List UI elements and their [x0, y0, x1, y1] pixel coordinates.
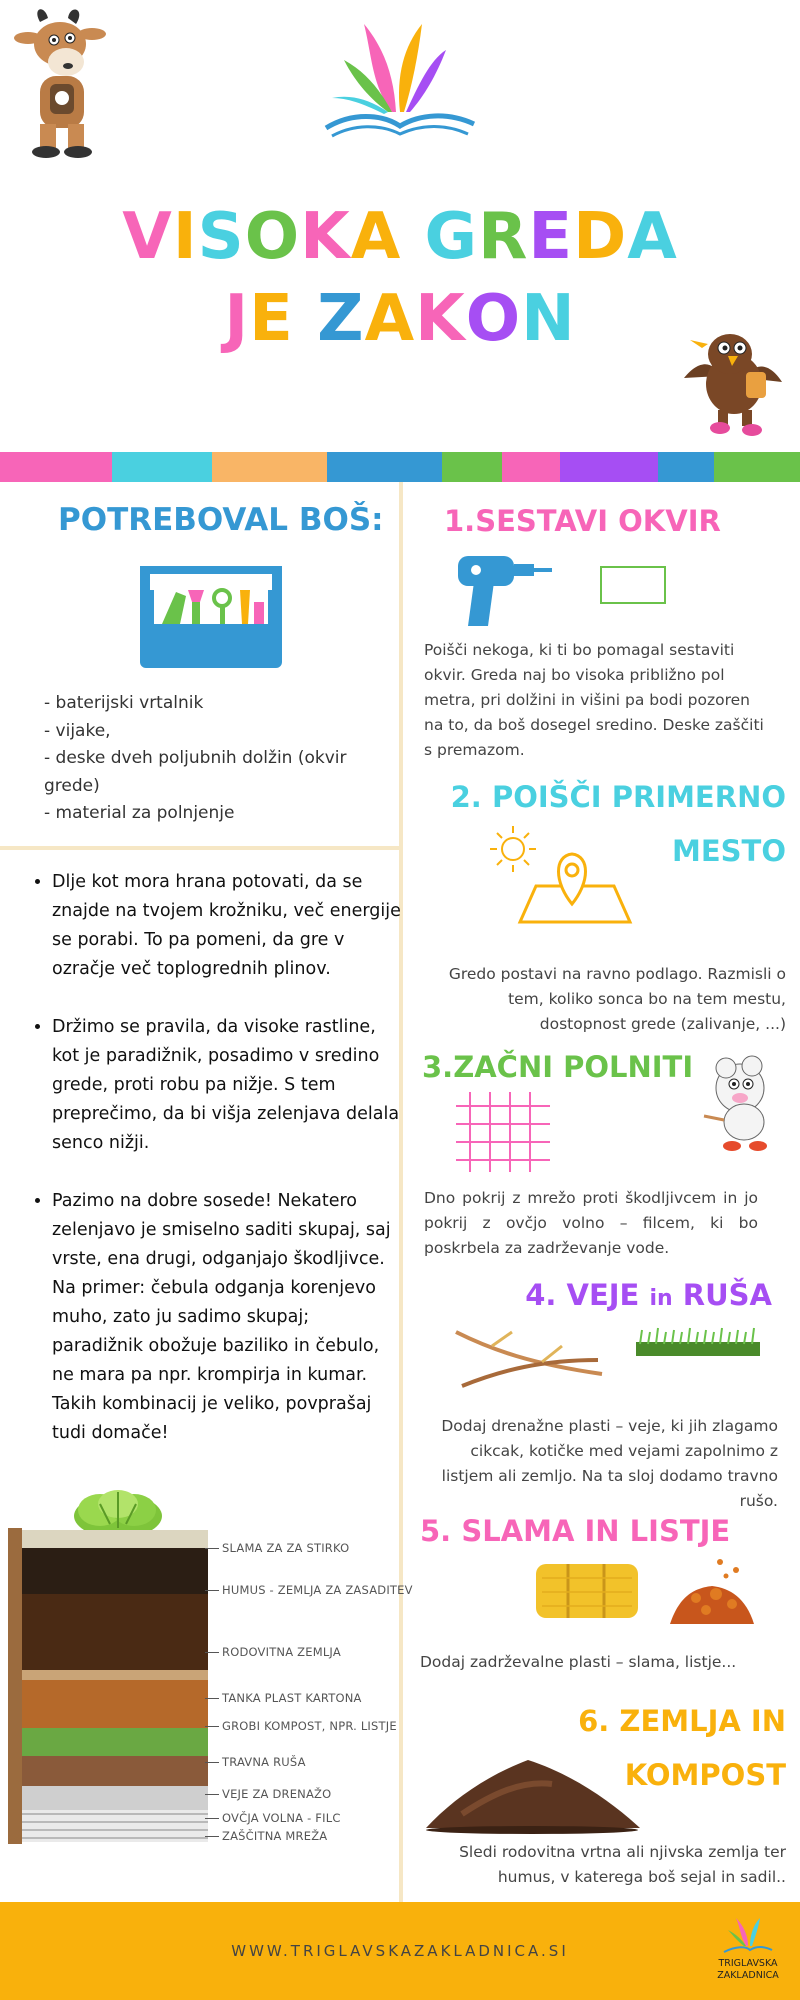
- tips-list: [28, 868, 402, 1477]
- title-letter: A: [364, 282, 416, 356]
- leaves-pile-icon: [666, 1554, 756, 1626]
- step-4-text: Dodaj drenažne plasti – veje, ki jih zlagamo cikcak, kotičke med vejami zapolnimo z listjem ali zemljo. Na ta sloj dodamo travno rušo.: [441, 1417, 778, 1510]
- frame-rectangle-icon: [600, 566, 666, 604]
- title-line-2: [0, 282, 800, 356]
- step-4-heading: 4. VEJE in RUŠA: [525, 1278, 772, 1312]
- step-6-text: Sledi rodovitna vrtna ali njivska zemlja ter humus, v katerega boš sejal in sadil..: [459, 1843, 786, 1886]
- title-letter: Z: [317, 282, 365, 356]
- title-letter: K: [300, 200, 351, 274]
- title-letter: G: [424, 200, 479, 274]
- horizontal-divider: [0, 846, 399, 850]
- needs-list: [44, 690, 364, 828]
- layer-label: TRAVNA RUŠA: [222, 1755, 306, 1769]
- layer-label: OVČJA VOLNA - FILC: [222, 1811, 341, 1825]
- title-letter: S: [197, 200, 245, 274]
- book-logo-icon: [322, 16, 478, 140]
- layer-label: HUMUS - ZEMLJA ZA ZASADITEV: [222, 1583, 413, 1597]
- footer-logo-text: TRIGLAVSKA ZAKLADNICA: [717, 1958, 779, 1981]
- step-5-text: Dodaj zadrževalne plasti – slama, listje...: [420, 1653, 737, 1671]
- title-letter: A: [627, 200, 678, 274]
- title-letter: E: [528, 200, 574, 274]
- layer-label: VEJE ZA DRENAŽO: [222, 1787, 332, 1801]
- footer: [0, 1902, 800, 2000]
- tip-item: • Pazimo na dobre sosede! Nekatero zelenjavo je smiselno saditi skupaj, saj vrste, ena drugi, odganjajo škodljivce. Na primer: čebula odganja korenjevo muho, zato ju sadimo skupaj; paradižnik obožuje baziliko in čebulo, ne mara pa npr. krompirja in kumar. Takih kombinacij je veliko, povprašaj tudi domače!: [52, 1187, 402, 1448]
- needs-item: - material za polnjenje: [44, 803, 235, 823]
- layer-label: RODOVITNA ZEMLJA: [222, 1645, 341, 1659]
- needs-heading: POTREBOVAL BOŠ:: [58, 502, 384, 538]
- color-stripe-4: [327, 452, 442, 482]
- title-letter: K: [415, 282, 466, 356]
- title-line-1: [0, 200, 800, 274]
- soil-layers-diagram: [8, 1528, 208, 1844]
- goat-mascot: [10, 4, 114, 160]
- grass-sod-icon: [636, 1326, 760, 1356]
- title-letter: A: [350, 200, 402, 274]
- color-stripe-2: [112, 452, 212, 482]
- sheep-mascot: [700, 1054, 782, 1152]
- footer-logo-icon: [722, 1916, 774, 1956]
- title-letter: V: [122, 200, 173, 274]
- needs-item: - baterijski vrtalnik: [44, 693, 204, 713]
- step-3-text: Dno pokrij z mrežo proti škodljivcem in jo pokrij z ovčjo volno – filcem, ki bo poskrbela za zadrževanje vode.: [424, 1189, 758, 1257]
- color-stripe-3: [212, 452, 327, 482]
- step-6-heading: 6. ZEMLJA IN KOMPOST: [578, 1704, 786, 1792]
- map-pin-icon: [514, 846, 634, 926]
- color-stripe-9: [714, 452, 800, 482]
- color-stripe-8: [658, 452, 714, 482]
- color-stripe-6: [502, 452, 560, 482]
- step-3-heading: 3.ZAČNI POLNITI: [422, 1050, 694, 1084]
- step-5-heading: 5. SLAMA IN LISTJE: [420, 1514, 731, 1548]
- soil-pile-icon: [422, 1750, 644, 1834]
- step-2-heading: 2. POIŠČI PRIMERNO MESTO: [450, 780, 786, 868]
- title-letter: I: [172, 200, 198, 274]
- drill-icon: [454, 552, 554, 630]
- title-letter: O: [244, 200, 301, 274]
- step-1-heading: 1.SESTAVI OKVIR: [444, 504, 721, 538]
- toolbox-icon: [136, 562, 286, 672]
- branches-icon: [452, 1324, 606, 1390]
- needs-item: - deske dveh poljubnih dolžin (okvir grede): [44, 748, 347, 796]
- hay-bale-icon: [532, 1558, 642, 1622]
- color-stripe-7: [560, 452, 658, 482]
- color-stripe-5: [442, 452, 502, 482]
- layer-label: GROBI KOMPOST, NPR. LISTJE: [222, 1719, 397, 1733]
- tip-item: • Dlje kot mora hrana potovati, da se znajde na tvojem krožniku, več energije se porabi. To pa pomeni, da gre v ozračje več toplogrednih plinov.: [52, 868, 402, 984]
- title-letter: [294, 282, 317, 356]
- color-stripe-1: [0, 452, 112, 482]
- net-grid-icon: [456, 1092, 550, 1172]
- title-letter: N: [521, 282, 576, 356]
- layer-label: TANKA PLAST KARTONA: [222, 1691, 362, 1705]
- needs-item: - vijake,: [44, 720, 111, 741]
- title-letter: [401, 200, 424, 274]
- tip-item: • Držimo se pravila, da visoke rastline, kot je paradižnik, posadimo v sredino grede, proti robu pa nižje. S tem preprečimo, da bi višja zelenjava delala senco nižji.: [52, 1013, 402, 1158]
- layer-label: ZAŠČITNA MREŽA: [222, 1829, 328, 1843]
- step-2-text: Gredo postavi na ravno podlago. Razmisli o tem, koliko sonca bo na tem mestu, dostopnost grede (zalivanje, ...): [448, 965, 786, 1033]
- footer-url[interactable]: WWW.TRIGLAVSKAZAKLADNICA.SI: [231, 1942, 569, 1960]
- step-1-text: Poišči nekoga, ki ti bo pomagal sestaviti okvir. Greda naj bo visoka približno pol metra, pri dolžini in višini pa bodi pozoren na to, da boš dosegel sredino. Deske zaščiti s premazom.: [424, 641, 764, 759]
- title-letter: D: [573, 200, 628, 274]
- title-letter: O: [465, 282, 522, 356]
- layer-label: SLAMA ZA ZA STIRKO: [222, 1541, 350, 1555]
- title-letter: R: [478, 200, 529, 274]
- title-letter: J: [224, 282, 250, 356]
- title-letter: E: [249, 282, 294, 356]
